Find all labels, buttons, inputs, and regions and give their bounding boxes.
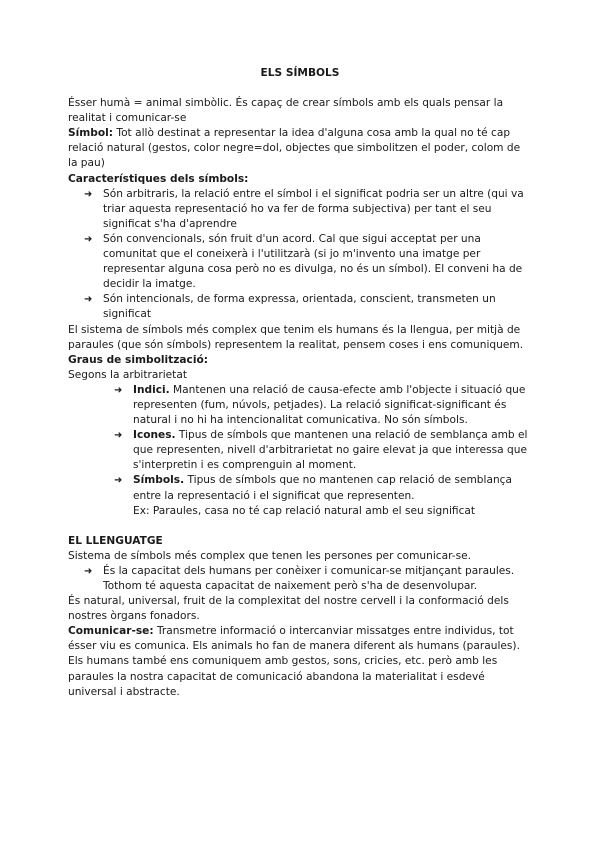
degree-label: Icones. [133, 429, 176, 442]
degree-text: Mantenen una relació de causa-efecte amb l'objecte i situació que representen (fum, núvols, petjades). La relació significat-significant és natural i no hi ha intencionalitat comunicativa. No són símbols. [133, 383, 526, 427]
comunicar-definition [68, 624, 532, 654]
list-item-text: És la capacitat dels humans per conèixer i comunicar-se mitjançant paraules. Tothom té aquesta capacitat de naixement però s'ha de desenvolupar. [103, 564, 515, 592]
list-item [68, 428, 532, 473]
llenguatge-list [68, 564, 532, 594]
degree-text: Tipus de símbols que no mantenen cap relació de semblança entre la representació i el significat que representen. [133, 474, 512, 502]
list-item-text: Són intencionals, de forma expressa, orientada, conscient, transmeten un significat [103, 293, 496, 321]
right-arrow-icon: ➜ [84, 565, 93, 577]
list-item [68, 383, 532, 428]
degree-text: Tipus de símbols que mantenen una relació de semblança amb el que representen, nivell d'arbitrarietat no gaire elevat ja que interessa que s'interpretin i es comprenguin al moment. [133, 429, 528, 472]
list-item [68, 232, 532, 292]
list-item [68, 473, 532, 503]
list-item [68, 187, 532, 232]
list-item [68, 564, 532, 594]
degree-label: Símbols. [133, 474, 185, 487]
natural-paragraph: És natural, universal, fruit de la complexitat del nostre cervell i la conformació dels nostres òrgans fonadors. [68, 595, 509, 623]
comunicar-label: Comunicar-se: [68, 625, 154, 638]
right-arrow-icon: ➜ [114, 430, 123, 442]
example-line: Ex: Paraules, casa no té cap relació natural amb el seu significat [133, 504, 476, 517]
simbol-definition [68, 126, 532, 171]
degrees-subtitle: Segons la arbitrarietat [68, 368, 187, 381]
characteristics-list [68, 187, 532, 323]
right-arrow-icon: ➜ [84, 294, 93, 306]
list-item-text: Són convencionals, són fruit d'un acord. Cal que sigui acceptat per una comunitat que el coneixerà i l'utilitzarà (si jo m'invento una imatge per representar alguna cosa però no es divulga, no és un símbol). El conveni ha de decidir la imatge. [103, 232, 523, 291]
page-title: ELS SÍMBOLS [260, 67, 340, 79]
right-arrow-icon: ➜ [84, 233, 93, 245]
list-item-text: Són arbitraris, la relació entre el símbol i el significat podria ser un altre (qui va triar aquesta representació ho va fer de forma subjectiva) per tant el seu significat s'ha d'aprendre [103, 187, 524, 230]
right-arrow-icon: ➜ [114, 475, 123, 487]
list-item [68, 292, 532, 322]
right-arrow-icon: ➜ [114, 384, 123, 396]
degree-label: Indici. [133, 383, 170, 396]
intro-paragraph: Ésser humà = animal simbòlic. És capaç de crear símbols amb els quals pensar la realitat i comunicar-se [68, 97, 504, 125]
llenguatge-heading: EL LLENGUATGE [68, 534, 163, 547]
degrees-list [68, 383, 532, 504]
language-paragraph: El sistema de símbols més complex que tenim els humans és la llengua, per mitjà de paraules (que són símbols) representem la realitat, pensem coses i ens comuniquem. [68, 323, 524, 351]
simbol-label: Símbol: [68, 127, 114, 140]
simbol-text: Tot allò destinat a representar la idea d'alguna cosa amb la qual no té cap relació natural (gestos, color negre=dol, objectes que simbolitzen el poder, colom de la pau) [68, 127, 521, 170]
closing-paragraph: Els humans també ens comuniquem amb gestos, sons, cricies, etc. però amb les paraules la nostra capacitat de comunicació abandona la materialitat i esdevé universal i abstracte. [68, 655, 498, 698]
degrees-heading: Graus de simbolització: [68, 353, 208, 366]
characteristics-heading: Característiques dels símbols: [68, 172, 249, 185]
comunicar-text: Transmetre informació o intercanviar missatges entre individus, tot ésser viu es comunica. Els animals ho fan de manera diferent als humans (paraules). [68, 625, 520, 653]
right-arrow-icon: ➜ [84, 188, 93, 200]
llenguatge-definition: Sistema de símbols més complex que tenen les persones per comunicar-se. [68, 549, 472, 562]
